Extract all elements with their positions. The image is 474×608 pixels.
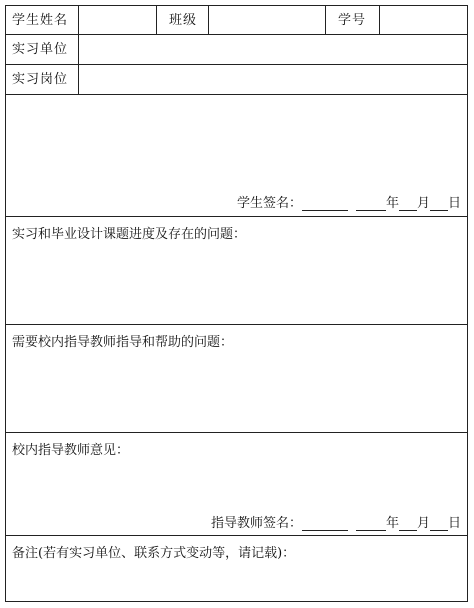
student-name-field[interactable] <box>78 6 156 34</box>
student-month-blank[interactable] <box>399 198 417 211</box>
student-info-row <box>6 6 467 35</box>
advisor-month-label: 月 <box>416 516 430 531</box>
advisor-signature-label: 指导教师签名： <box>210 516 302 531</box>
advisor-signature-blank[interactable] <box>302 518 348 531</box>
help-section[interactable] <box>6 325 467 433</box>
student-id-label-cell <box>325 6 379 34</box>
student-id-label: 学号 <box>338 13 367 28</box>
advisor-section-prompt: 校内指导教师意见： <box>12 443 130 458</box>
advisor-year-label: 年 <box>385 516 399 531</box>
student-name-label: 学生姓名 <box>12 13 69 28</box>
internship-position-field[interactable] <box>78 65 467 94</box>
class-field[interactable] <box>208 6 325 34</box>
advisor-section[interactable] <box>6 433 467 536</box>
advisor-day-blank[interactable] <box>430 518 448 531</box>
internship-unit-field[interactable] <box>78 35 467 64</box>
internship-position-row <box>6 65 467 95</box>
remarks-section-prompt: 备注(若有实习单位、联系方式变动等，请记载)： <box>12 546 296 561</box>
student-signature-line <box>237 192 461 211</box>
class-label: 班级 <box>169 13 198 28</box>
student-report-area[interactable] <box>6 95 467 217</box>
internship-position-label: 实习岗位 <box>12 72 69 87</box>
internship-unit-label: 实习单位 <box>12 42 69 57</box>
internship-position-label-cell <box>6 65 78 94</box>
progress-section[interactable] <box>6 217 467 325</box>
student-year-label: 年 <box>385 196 399 211</box>
advisor-year-blank[interactable] <box>356 518 386 531</box>
student-signature-blank[interactable] <box>302 198 348 211</box>
student-year-blank[interactable] <box>356 198 386 211</box>
progress-section-prompt: 实习和毕业设计课题进度及存在的问题： <box>12 227 247 242</box>
student-id-field[interactable] <box>379 6 467 34</box>
internship-unit-row <box>6 35 467 65</box>
help-section-prompt: 需要校内指导教师指导和帮助的问题： <box>12 335 234 350</box>
class-label-cell <box>156 6 208 34</box>
student-day-label: 日 <box>447 196 461 211</box>
student-month-label: 月 <box>416 196 430 211</box>
internship-unit-label-cell <box>6 35 78 64</box>
internship-report-form <box>5 5 468 602</box>
student-day-blank[interactable] <box>430 198 448 211</box>
student-signature-label: 学生签名： <box>236 196 302 211</box>
advisor-month-blank[interactable] <box>399 518 417 531</box>
advisor-day-label: 日 <box>447 516 461 531</box>
remarks-section[interactable] <box>6 536 467 601</box>
student-name-label-cell <box>6 6 78 34</box>
advisor-signature-line <box>211 512 461 531</box>
